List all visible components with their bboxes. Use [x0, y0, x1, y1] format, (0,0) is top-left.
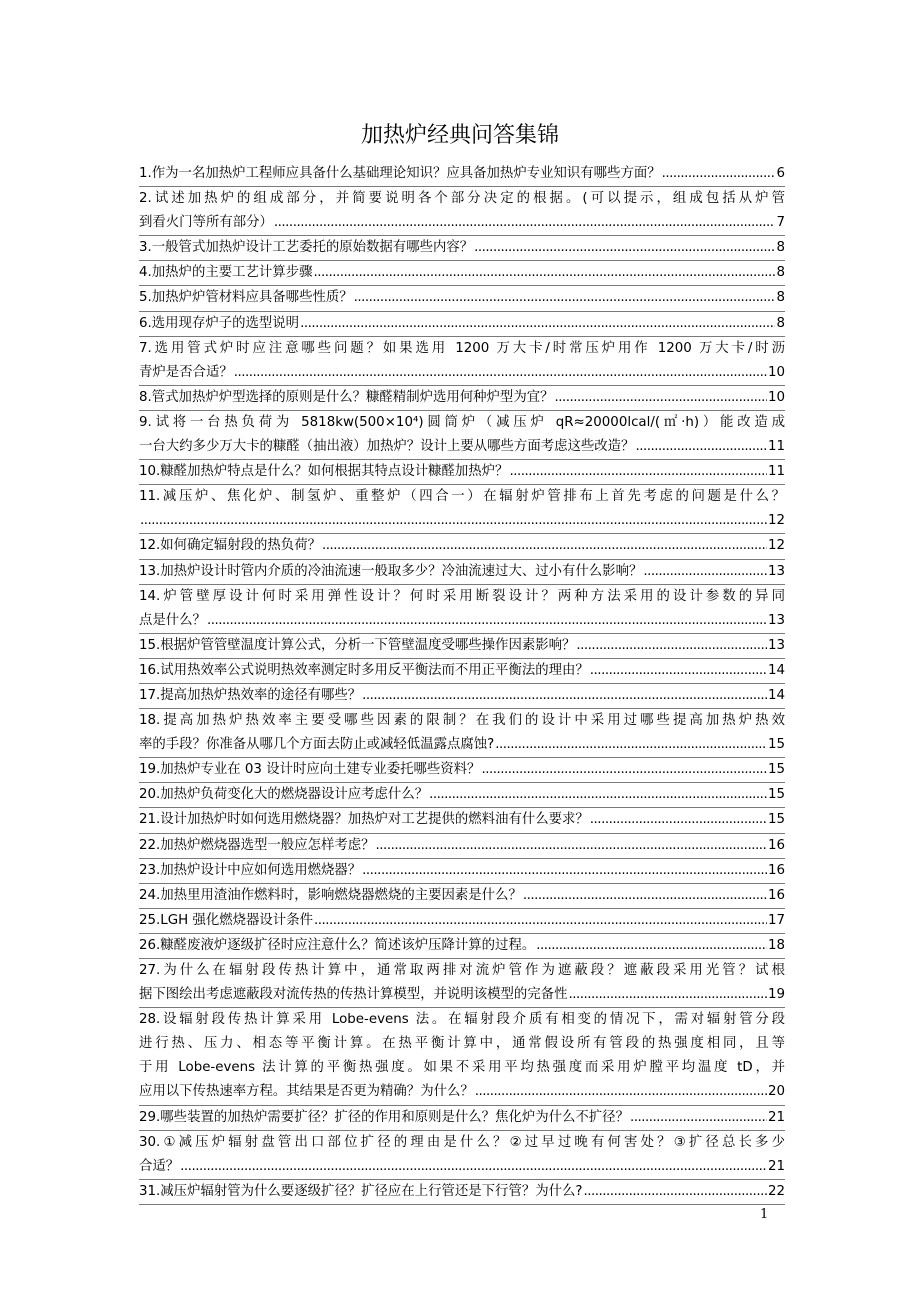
page-number: 1: [760, 1207, 769, 1222]
toc-page-number: 10: [767, 364, 785, 380]
toc-entry-text: 率的手段？你准备从哪几个方面去防止或减轻低温露点腐蚀?: [139, 737, 495, 753]
toc-entry-last-line: [139, 909, 785, 933]
dot-leader: [590, 659, 767, 683]
table-of-contents: [139, 162, 785, 1205]
toc-page-number: 13: [767, 612, 785, 628]
toc-entry-text: 据下图绘出考虑遮蔽段对流传热的传热计算模型，并说明该模型的完备性: [139, 987, 568, 1003]
toc-entry-last-line: [139, 286, 785, 310]
toc-page-number: 15: [767, 737, 785, 753]
toc-entry-last-line: [139, 386, 785, 410]
dot-leader: [523, 884, 767, 908]
toc-entry[interactable]: [139, 337, 785, 386]
toc-entry[interactable]: [139, 261, 785, 286]
toc-entry-last-line: [139, 983, 785, 1007]
dot-leader: [662, 162, 776, 186]
toc-entry[interactable]: [139, 1180, 785, 1205]
toc-entry[interactable]: [139, 709, 785, 758]
toc-entry-text: 20.加热炉负荷变化大的燃烧器设计应考虑什么？: [139, 787, 429, 803]
toc-page-number: 15: [767, 787, 785, 803]
dot-leader: [481, 758, 767, 782]
toc-entry[interactable]: [139, 411, 785, 460]
toc-page-number: 14: [767, 662, 785, 678]
toc-entry-text-line: 28.设辐射段传热计算采用 Lobe-evens 法。在辐射段介质有相变的情况下，需对辐射管分段: [139, 1012, 785, 1028]
dot-leader: [234, 361, 767, 385]
dot-leader: [475, 1080, 767, 1104]
toc-page-number: 15: [767, 762, 785, 778]
toc-entry[interactable]: [139, 959, 785, 1008]
dot-leader: [555, 386, 767, 410]
dot-leader: [536, 934, 767, 958]
dot-leader: [354, 286, 776, 310]
toc-entry[interactable]: [139, 884, 785, 909]
toc-entry-text: 13.加热炉设计时管内介质的冷油流速一般取多少？冷油流速过大、过小有什么影响？: [139, 563, 643, 579]
toc-page-number: 16: [767, 887, 785, 903]
toc-page-number: 15: [767, 812, 785, 828]
toc-entry-text: 5.加热炉炉管材料应具备哪些性质？: [139, 290, 353, 306]
dot-leader: [509, 460, 767, 484]
toc-entry[interactable]: [139, 634, 785, 659]
toc-page-number: 13: [767, 637, 785, 653]
toc-entry-text: 青炉是否合适？: [139, 364, 233, 380]
toc-entry-last-line: [139, 1180, 785, 1204]
toc-page-number: 8: [776, 240, 785, 256]
dot-leader: [630, 1106, 767, 1130]
toc-entry-text: 6.选用现存炉子的选型说明: [139, 315, 300, 331]
document-title: 加热炉经典问答集锦: [360, 123, 559, 148]
toc-entry[interactable]: [139, 286, 785, 311]
toc-page-number: 8: [776, 315, 785, 331]
toc-entry-last-line: [139, 783, 785, 807]
toc-entry-last-line: [139, 808, 785, 832]
toc-page-number: 8: [776, 265, 785, 281]
toc-entry-last-line: [139, 312, 785, 336]
dot-leader: [274, 211, 776, 235]
toc-page-number: 11: [767, 439, 785, 455]
toc-entry[interactable]: [139, 162, 785, 187]
toc-entry[interactable]: [139, 560, 785, 585]
toc-entry-text-line: 进行热、压力、相态等平衡计算。在热平衡计算中，通常假设所有管段的热强度相同，且等: [139, 1036, 785, 1052]
toc-entry-text: 合适？: [139, 1158, 180, 1174]
toc-page-number: 20: [767, 1084, 785, 1100]
toc-entry[interactable]: [139, 534, 785, 559]
dot-leader: [313, 261, 775, 285]
toc-entry-text: 点是什么？: [139, 612, 206, 628]
toc-entry-last-line: [139, 934, 785, 958]
toc-entry-text-line: 9.试将一台热负荷为 5818kw(500×10⁴)圆筒炉（减压炉 qR≈20000lcal/(㎡·h)）能改造成: [139, 414, 785, 430]
dot-leader: [495, 733, 767, 757]
toc-entry-text: 29.哪些装置的加热炉需要扩径？扩径的作用和原则是什么？焦化炉为什么不扩径？: [139, 1109, 629, 1125]
toc-page-number: 7: [776, 215, 785, 231]
toc-entry-text-line: 18.提高加热炉热效率主要受哪些因素的限制？在我们的设计中采用过哪些提高加热炉热效: [139, 713, 785, 729]
toc-entry-last-line: [139, 884, 785, 908]
toc-page-number: 8: [776, 290, 785, 306]
toc-entry-last-line: [139, 509, 785, 533]
toc-entry-last-line: [139, 211, 785, 235]
toc-page-number: 22: [767, 1183, 785, 1199]
dot-leader: [569, 983, 767, 1007]
toc-page-number: 21: [767, 1109, 785, 1125]
toc-entry-text-line: 于用 Lobe-evens 法计算的平衡热强度。如果不采用平均热强度而采用炉膛平均温度 tD，并: [139, 1060, 785, 1076]
toc-entry-text: 一台大约多少万大卡的糠醛（抽出液）加热炉？设计上要从哪些方面考虑这些改造？: [139, 439, 635, 455]
toc-entry-text: 24.加热里用渣油作燃料时，影响燃烧器燃烧的主要因素是什么？: [139, 887, 522, 903]
toc-entry[interactable]: [139, 236, 785, 261]
dot-leader: [362, 684, 767, 708]
toc-page-number: 17: [767, 912, 785, 928]
dot-leader: [635, 435, 767, 459]
toc-entry-text: 22.加热炉燃烧器选型一般应怎样考虑？: [139, 837, 375, 853]
toc-entry[interactable]: [139, 312, 785, 337]
toc-entry[interactable]: [139, 659, 785, 684]
toc-entry[interactable]: [139, 1008, 785, 1105]
toc-entry-text: 25.LGH 强化燃烧器设计条件: [139, 912, 313, 928]
toc-entry-text: 1.作为一名加热炉工程师应具备什么基础理论知识？应具备加热炉专业知识有哪些方面？: [139, 166, 661, 181]
dot-leader: [584, 1180, 767, 1204]
toc-page-number: 6: [776, 166, 785, 181]
toc-entry-last-line: [139, 1080, 785, 1104]
toc-entry-last-line: [139, 609, 785, 633]
toc-entry-text: 应用以下传热速率方程。其结果是否更为精确？为什么？: [139, 1084, 474, 1100]
toc-page-number: 21: [767, 1158, 785, 1174]
dot-leader: [474, 236, 775, 260]
dot-leader: [576, 634, 767, 658]
toc-entry[interactable]: [139, 909, 785, 934]
toc-entry[interactable]: [139, 1106, 785, 1131]
toc-entry-last-line: [139, 834, 785, 858]
toc-entry-text: 23.加热炉设计中应如何选用燃烧器？: [139, 862, 362, 878]
toc-page-number: 19: [767, 987, 785, 1003]
toc-entry-text: 21.设计加热炉时如何选用燃烧器？加热炉对工艺提供的燃料油有什么要求？: [139, 812, 589, 828]
toc-entry[interactable]: [139, 834, 785, 859]
toc-entry-text-line: 14.炉管壁厚设计何时采用弹性设计？何时采用断裂设计？两种方法采用的设计参数的异同: [139, 588, 785, 604]
dot-leader: [376, 834, 767, 858]
toc-entry-text: 16.试用热效率公式说明热效率测定时多用反平衡法而不用正平衡法的理由？: [139, 662, 589, 678]
toc-entry-text: 12.如何确定辐射段的热负荷？: [139, 538, 321, 554]
toc-entry-text: 4.加热炉的主要工艺计算步骤: [139, 265, 313, 281]
toc-entry-last-line: [139, 1106, 785, 1130]
toc-entry-text: 8.管式加热炉炉型选择的原则是什么？糠醛精制炉选用何种炉型为宜？: [139, 389, 554, 405]
toc-entry[interactable]: [139, 758, 785, 783]
toc-entry-text-line: 30.①减压炉辐射盘管出口部位扩径的理由是什么？②过早过晚有何害处？③扩径总长多少: [139, 1134, 785, 1150]
toc-entry-text-line: 27.为什么在辐射段传热计算中，通常取两排对流炉管作为遮蔽段？遮蔽段采用光管？试根: [139, 963, 785, 978]
toc-entry-last-line: [139, 435, 785, 459]
toc-entry-text: 26.糠醛废液炉逐级扩径时应注意什么？简述该炉压降计算的过程。: [139, 937, 536, 953]
toc-entry[interactable]: [139, 460, 785, 485]
toc-entry-last-line: [139, 1155, 785, 1179]
toc-entry-text: 3.一般管式加热炉设计工艺委托的原始数据有哪些内容？: [139, 240, 474, 256]
toc-entry[interactable]: [139, 934, 785, 959]
dot-leader: [429, 783, 767, 807]
toc-entry-text: 15.根据炉管管壁温度计算公式，分析一下管壁温度受哪些操作因素影响？: [139, 637, 576, 653]
toc-entry-text: 10.糠醛加热炉特点是什么？如何根据其特点设计糠醛加热炉？: [139, 464, 509, 480]
toc-entry-last-line: [139, 261, 785, 285]
toc-entry-last-line: [139, 659, 785, 683]
toc-entry-text: 17.提高加热炉热效率的途径有哪些？: [139, 687, 362, 703]
toc-entry-last-line: [139, 534, 785, 558]
toc-entry[interactable]: [139, 386, 785, 411]
toc-entry-last-line: [139, 684, 785, 708]
dot-leader: [314, 909, 767, 933]
toc-entry-last-line: [139, 758, 785, 782]
toc-entry-text-line: 7.选用管式炉时应注意哪些问题？如果选用 1200 万大卡/时常压炉用作 1200 万大卡/时沥: [139, 340, 785, 356]
toc-entry-last-line: [139, 236, 785, 260]
toc-entry[interactable]: [139, 684, 785, 709]
toc-entry[interactable]: [139, 485, 785, 534]
dot-leader: [643, 560, 767, 584]
toc-entry-last-line: [139, 859, 785, 883]
toc-entry-last-line: [139, 560, 785, 584]
toc-entry-last-line: [139, 162, 785, 186]
toc-entry-text-line: 2.试述加热炉的组成部分，并简要说明各个部分决定的根据。(可以提示，组成包括从炉管: [139, 191, 785, 207]
dot-leader: [140, 509, 767, 533]
toc-page-number: 16: [767, 862, 785, 878]
toc-entry-text-line: 11.减压炉、焦化炉、制氢炉、重整炉（四合一）在辐射炉管排布上首先考虑的问题是什么？: [139, 489, 785, 505]
toc-entry[interactable]: [139, 808, 785, 833]
toc-page-number: 18: [767, 937, 785, 953]
toc-entry-text: 到看火门等所有部分）: [139, 215, 273, 231]
toc-entry-last-line: [139, 634, 785, 658]
toc-entry-last-line: [139, 733, 785, 757]
toc-entry-text: 31.减压炉辐射管为什么要逐级扩径？扩径应在上行管还是下行管？为什么?: [139, 1183, 583, 1199]
dot-leader: [180, 1155, 767, 1179]
toc-entry-last-line: [139, 361, 785, 385]
toc-page-number: 16: [767, 837, 785, 853]
toc-entry-text: 19.加热炉专业在 03 设计时应向土建专业委托哪些资料？: [139, 762, 481, 778]
dot-leader: [362, 859, 767, 883]
toc-page-number: 11: [767, 464, 785, 480]
dot-leader: [300, 312, 775, 336]
dot-leader: [590, 808, 767, 832]
toc-entry[interactable]: [139, 783, 785, 808]
toc-entry[interactable]: [139, 187, 785, 236]
toc-entry[interactable]: [139, 859, 785, 884]
toc-entry-last-line: [139, 460, 785, 484]
dot-leader: [207, 609, 767, 633]
toc-entry[interactable]: [139, 585, 785, 634]
toc-page-number: 14: [767, 687, 785, 703]
toc-page-number: 13: [767, 563, 785, 579]
toc-page-number: 12: [767, 513, 785, 529]
toc-page-number: 10: [767, 389, 785, 405]
toc-entry[interactable]: [139, 1131, 785, 1180]
dot-leader: [322, 534, 767, 558]
toc-page-number: 12: [767, 538, 785, 554]
